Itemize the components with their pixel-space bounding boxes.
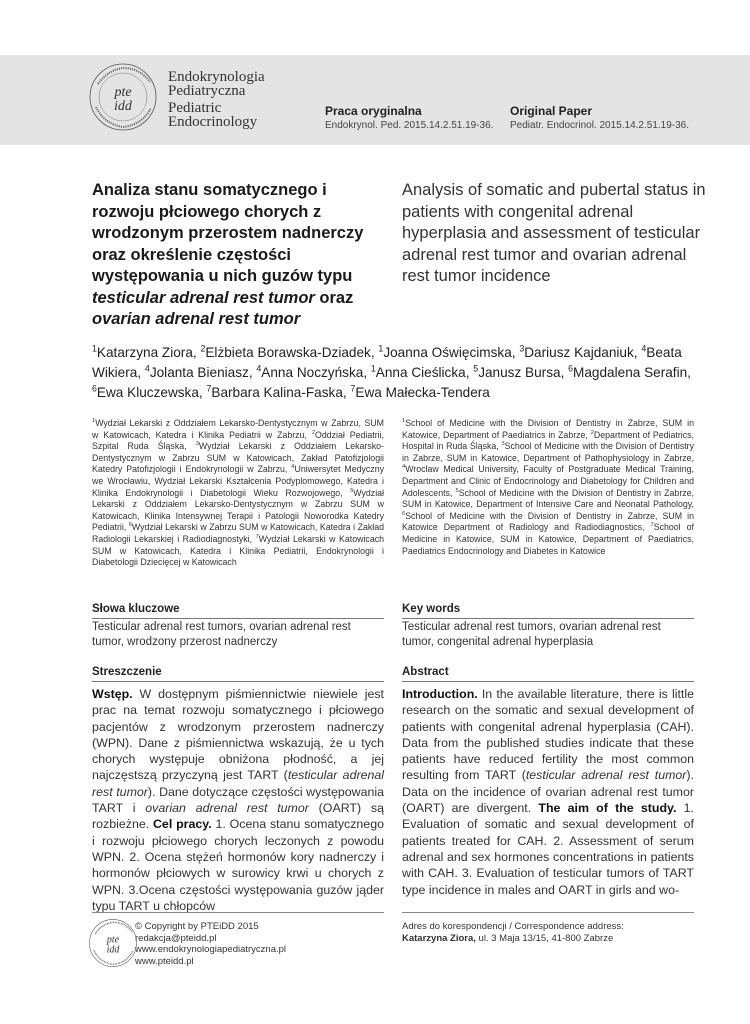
- title-pl-italic-tart: testicular adrenal rest tumor: [92, 288, 315, 307]
- author-name: $^1$Katarzyna Ziora: [92, 343, 193, 360]
- author-name: $^7$Barbara Kalina-Faska: [206, 383, 343, 400]
- correspondence-label: Adres do korespondencji / Correspondence address:: [402, 921, 624, 932]
- abstract-text: ). Dane dotyczące częstości występowania TART i: [92, 784, 385, 816]
- affiliation-number: 6: [402, 510, 406, 517]
- svg-text:idd: idd: [106, 944, 120, 956]
- abstract-italic-term: testicular adrenal rest tumor: [525, 768, 687, 783]
- keywords-text-en: Testicular adrenal rest tumors, ovarian adrenal rest tumor, congenital adrenal hyperplasia: [402, 621, 661, 648]
- journal-seal-logo: [88, 62, 158, 132]
- abstract-section-label: Introduction.: [402, 687, 478, 701]
- paper-type-en: Original Paper: [510, 104, 593, 118]
- author-affiliation-number: 3: [519, 343, 525, 354]
- paper-type-pl: Praca oryginalna: [325, 104, 422, 118]
- affiliations-en: [402, 418, 694, 557]
- abstract-body-en: [402, 686, 694, 898]
- author-name: $^1$Joanna Oświęcimska: [378, 343, 512, 360]
- footer-seal-logo: [88, 918, 138, 968]
- author-name: $^4$Jolanta Bieniasz: [144, 363, 249, 380]
- correspondence-address: ul. 3 Maja 13/15, 41-800 Zabrze: [475, 932, 614, 944]
- abstract-text: 1. Evaluation of somatic and sexual development of patients treated for CAH. 2. Assessment of serum adrenal and sex hormones concentrations in patients with CAH. 3. Evaluation of testicular tumors of TART type incidence in males and OART in girls and wo-: [402, 801, 694, 897]
- affiliation-entry: $^4$Uniwersytet Medyczny we Wrocławiu, Wydział Lekarski Kształcenia Podyplomowego, Katedra i Klinika Endokrynologii i Diabetologii Wieku Rozwojowego,: [92, 464, 384, 498]
- svg-text:pte: pte: [106, 934, 120, 946]
- title-en: Analysis of somatic and pubertal status in patients with congenital adrenal hyperplasia and assessment of testicular adrenal rest tumor and ovarian adrenal rest tumor incidence: [402, 181, 706, 285]
- correspondence-line: [402, 933, 702, 945]
- abstract-text: W dostępnym piśmiennictwie niewiele jest prac na temat rozwoju somatycznego i płciowego pacjentów z wrodzonym przerostem nadnerczy (WPN). Dane z piśmiennictwa wskazują, że u tych chorych występuje obniżona płodność, a jej najczęstszą przyczyną jest TART (: [92, 687, 384, 783]
- affiliation-number: 5: [350, 487, 354, 494]
- journal-website-link[interactable]: www.endokrynologiapediatryczna.pl: [135, 944, 287, 956]
- affiliation-number: 4: [402, 464, 406, 471]
- affiliations-pl: [92, 418, 384, 569]
- abstract-text: ). Data on the incidence of ovarian adrenal rest tumor (OART) are divergent.: [402, 768, 694, 816]
- email-link[interactable]: redakcja@pteidd.pl: [135, 932, 217, 944]
- affiliation-entry: $^6$Wydział Lekarski w Zabrzu SUM w Katowicach, Katedra i Zakład Radiologii Lekarskiej i Radiodiagnostyki,: [92, 522, 384, 544]
- author-list: $^1$Katarzyna Ziora, $^2$Elżbieta Borawska-Dziadek, $^1$Joanna Oświęcimska, $^3$Dariusz Kajdaniuk, $^4$Beata Wikiera, $^4$Jolanta Bieniasz, $^4$Anna Noczyńska, $^1$Anna Cieślicka, $^5$Janusz Bursa, $^6$Magdalena Serafin, $^6$Ewa Kluczewska, $^7$Barbara Kalina-Faska, $^7$Ewa Małecka-Tendera: [92, 343, 691, 400]
- footer-rule-right: [402, 912, 694, 913]
- journal-name-en: [168, 101, 257, 129]
- journal-name-pl-line2: Pediatryczna: [168, 83, 246, 99]
- abstract-text: In the available literature, there is little research on the somatic and sexual development of patients with congenital adrenal hyperplasia (CAH). Data from the published studies indicate that these patients have reduced fertility the most common resulting from TART (: [402, 687, 694, 783]
- affiliation-entry: $^7$Wydział Lekarski w Katowicach SUM w Katowicach, Katedra i Klinika Pediatrii, Endokrynologii i Diabetologii Dziecięcej w Katowicach: [92, 533, 384, 568]
- keywords-heading-en: Key words: [402, 603, 694, 619]
- affiliation-entry: $^6$School of Medicine with the Division of Dentistry in Zabrze, SUM in Katowice Department of Radiology and Radiodiagnostics,: [402, 510, 694, 533]
- footer-copyright-block: [135, 921, 286, 968]
- svg-text:pte: pte: [114, 85, 132, 100]
- keywords-heading-pl: Słowa kluczowe: [92, 603, 384, 619]
- affiliation-number: 2: [311, 429, 316, 436]
- abstract-heading-pl: Streszczenie: [92, 666, 384, 682]
- abstract-heading-en: Abstract: [402, 666, 694, 682]
- affiliation-entry: $^2$Oddział Pediatrii, Szpital Ruda Śląska,: [92, 429, 384, 452]
- affiliation-number: 3: [195, 441, 199, 448]
- affiliation-number: 5: [455, 487, 459, 494]
- author-affiliation-number: 2: [200, 343, 206, 354]
- author-affiliation-number: 4: [144, 363, 150, 374]
- title-pl: [92, 180, 392, 331]
- affiliation-entry: $^3$Wydział Lekarski z Oddziałem Lekarsko-Dentystycznym w Zabrzu SUM w Katowicach, Zakład Patofizjologii Katedry Patofizjologii i Endokrynologii w Zabrzu,: [92, 441, 384, 475]
- affiliation-entry: $^7$School of Medicine in Katowice, SUM in Katowice, Department of Paediatrics, Paediatrics Endocrinology and Diabetes in Katowice: [402, 522, 694, 556]
- author-affiliation-number: 4: [641, 343, 647, 354]
- journal-name-en-line1: Pediatric: [168, 100, 222, 116]
- affiliation-entry: $^5$Wydział Lekarski z Oddziałem Lekarsko-Dentystycznym w Zabrzu SUM w Katowicach, Klinika Intensywnej Terapii i Patologii Noworodka Katedry Pediatrii,: [92, 487, 384, 533]
- affiliation-number: 4: [291, 464, 295, 471]
- author-name: $^1$Anna Cieślicka: [370, 363, 466, 380]
- affiliation-entry: $^3$School of Medicine with the Division of Dentistry in Zabrze, SUM in Katowice, Department of Pathophysiology in Zabrze,: [402, 441, 694, 463]
- footer-rule-left: [92, 912, 384, 913]
- affiliation-number: 1: [92, 418, 96, 425]
- author-name: $^6$Magdalena Serafin: [568, 363, 688, 380]
- author-affiliation-number: 5: [473, 363, 479, 374]
- affiliation-entry: $^1$Wydział Lekarski z Oddziałem Lekarsko-Dentystycznym w Zabrzu, SUM w Katowicach, Katedra i Klinika Pediatrii w Zabrzu,: [92, 418, 384, 440]
- abstract-section-label: Cel pracy.: [152, 817, 212, 832]
- affiliation-number: 7: [255, 534, 259, 541]
- journal-name-pl: [168, 70, 265, 98]
- author-name: $^6$Ewa Kluczewska: [92, 383, 199, 400]
- abstract-text: (OART) są rozbieżne.: [92, 801, 384, 832]
- author-name: $^4$Beata Wikiera: [92, 343, 682, 380]
- abstract-body-pl: [92, 686, 384, 914]
- author-affiliation-number: 6: [568, 363, 574, 374]
- affiliation-number: 7: [650, 522, 654, 529]
- affiliation-entry: $^4$Wroclaw Medical University, Faculty of Postgraduate Medical Training, Department and Clinic of Endocrinology and Diabetology for Children and Adolescents,: [402, 464, 694, 498]
- keywords-text-pl: Testicular adrenal rest tumors, ovarian adrenal rest tumor, wrodzony przerost nadnerczy: [92, 621, 351, 648]
- author-affiliation-number: 6: [92, 383, 97, 394]
- journal-name-pl-line1: Endokrynologia: [168, 69, 265, 85]
- affiliation-number: 6: [128, 522, 132, 529]
- abstract-italic-term: ovarian adrenal rest tumor: [145, 801, 309, 816]
- author-affiliation-number: 1: [378, 343, 384, 354]
- author-name: $^2$Elżbieta Borawska-Dziadek: [200, 343, 371, 360]
- author-name: $^5$Janusz Bursa: [473, 363, 561, 380]
- title-pl-conjunction: oraz: [314, 288, 354, 307]
- abstract-section-label: The aim of the study.: [538, 801, 677, 816]
- paper-ref-pl: Endokrynol. Ped. 2015.14.2.51.19-36.: [325, 120, 494, 131]
- society-website-link[interactable]: www.pteidd.pl: [135, 956, 194, 968]
- abstract-text: 1. Ocena stanu somatycznego i rozwoju płciowego chorych leczonych z powodu WPN. 2. Ocena stężeń hormonów kory nadnerczy i hormonów płciowych w surowicy krwi u chorych z WPN. 3.Ocena częstości występowania guzów jąder typu TART u chłopców: [92, 817, 384, 913]
- svg-text:idd: idd: [114, 99, 132, 114]
- affiliation-number: 3: [501, 441, 505, 448]
- author-affiliation-number: 1: [370, 363, 376, 374]
- author-name: $^4$Anna Noczyńska: [256, 363, 364, 380]
- author-affiliation-number: 4: [256, 363, 262, 374]
- abstract-section-label: Wstęp.: [92, 687, 133, 701]
- author-name: $^7$Ewa Małecka-Tendera: [350, 383, 490, 400]
- abstract-italic-term: testicular adrenal rest tumor: [92, 768, 385, 799]
- author-name: $^3$Dariusz Kajdaniuk: [519, 343, 634, 360]
- author-affiliation-number: 7: [206, 383, 212, 394]
- author-affiliation-number: 7: [350, 383, 356, 394]
- author-affiliation-number: 1: [92, 343, 97, 354]
- correspondence-name: Katarzyna Ziora,: [402, 932, 476, 944]
- affiliation-number: 1: [402, 418, 406, 425]
- copyright-line: © Copyright by PTEiDD 2015: [135, 921, 259, 932]
- affiliation-entry: $^5$School of Medicine with the Division of Dentistry in Zabrze, SUM in Katowice, Department of Intensive Care and Neonatal Pathology,: [402, 487, 694, 510]
- affiliation-number: 2: [590, 429, 594, 436]
- title-pl-main: Analiza stanu somatycznego i rozwoju płciowego chorych z wrodzonym przerostem nadnerczy oraz określenie częstości występowania u nich guzów typu: [92, 181, 364, 285]
- affiliation-entry: $^2$Department of Pediatrics, Hospital in Ruda Śląska,: [402, 429, 694, 452]
- affiliation-entry: $^1$School of Medicine with the Division of Dentistry in Zabrze, SUM in Katowice, Department of Paediatrics in Zabrze,: [402, 418, 694, 440]
- journal-name-en-line2: Endocrinology: [168, 114, 258, 130]
- paper-ref-en: Pediatr. Endocrinol. 2015.14.2.51.19-36.: [510, 120, 690, 131]
- title-pl-italic-oart: ovarian adrenal rest tumor: [92, 310, 301, 328]
- correspondence-block: [402, 921, 702, 944]
